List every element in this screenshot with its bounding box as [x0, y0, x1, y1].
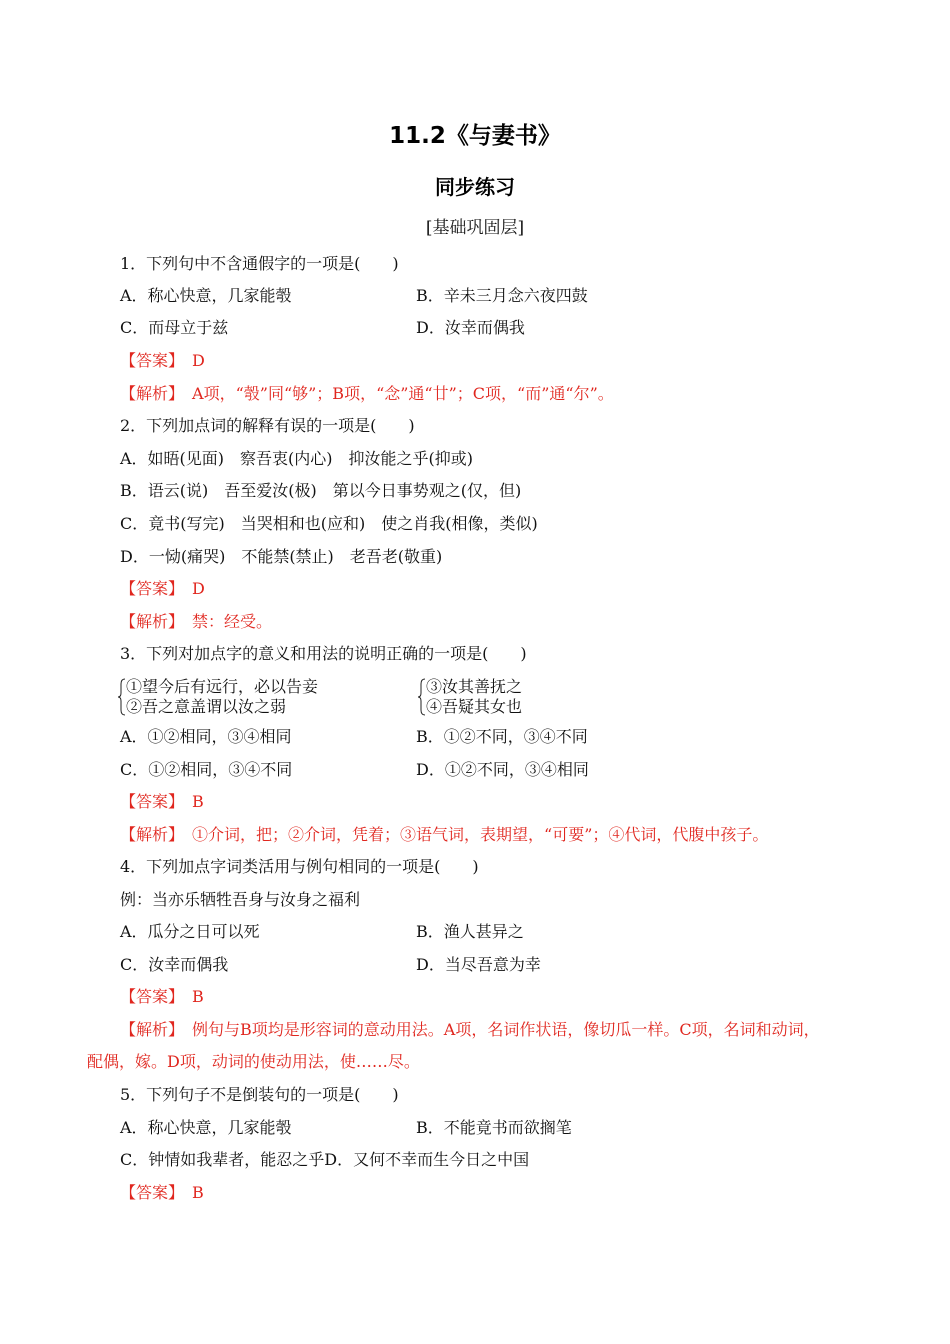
- q2-stem: 2．下列加点词的解释有误的一项是( ): [120, 416, 415, 435]
- q2-option-a: A．如晤(见面) 察吾衷(内心) 抑汝能之乎(抑或): [120, 449, 474, 468]
- brace-left-icon: [418, 678, 426, 716]
- answer-label: 【答案】: [120, 579, 177, 598]
- analysis-label: 【解析】: [120, 384, 177, 403]
- q2-option-b: B．语云(说) 吾至爱汝(极) 第以今日事势观之(仅，但): [120, 481, 522, 500]
- q2-answer: [120, 579, 205, 599]
- q1-option-a: A．称心快意，几家能彀: [120, 286, 292, 305]
- q3-analysis: [120, 825, 768, 845]
- answer-label: 【答案】: [120, 987, 177, 1006]
- q4-stem: 4．下列加点字词类活用与例句相同的一项是( ): [120, 857, 479, 876]
- answer-value: B: [192, 987, 204, 1006]
- q5-answer: [120, 1183, 204, 1203]
- brace-left-icon: [118, 678, 126, 716]
- q1-analysis: [120, 384, 614, 404]
- analysis-text: 例句与B项均是形容词的意动用法。A项，名词作状语，像切瓜一样。C项，名词和动词，: [192, 1020, 820, 1039]
- page-subtitle: 同步练习: [435, 175, 515, 199]
- section-heading: [基础巩固层]: [425, 218, 525, 238]
- q4-option-b: B．渔人甚异之: [416, 922, 524, 941]
- answer-value: D: [192, 579, 205, 598]
- q1-option-d: D．汝幸而偶我: [416, 318, 525, 337]
- analysis-text: 禁：经受。: [192, 612, 273, 631]
- q1-stem: 1．下列句中不含通假字的一项是( ): [120, 254, 399, 273]
- analysis-text: ①介词，把；②介词，凭着；③语气词，表期望，“可要”；④代词，代腹中孩子。: [192, 825, 769, 844]
- q5-option-b: B．不能竟书而欲搁笔: [416, 1118, 572, 1137]
- analysis-label: 【解析】: [120, 825, 177, 844]
- q5-option-a: A．称心快意，几家能彀: [120, 1118, 292, 1137]
- q3-group1-item1: ①望今后有远行，必以告妾: [126, 677, 319, 696]
- q3-group1-item2: ②吾之意盖谓以汝之弱: [126, 697, 287, 716]
- q3-group2-item1: ③汝其善抚之: [426, 677, 523, 696]
- q3-answer: [120, 792, 204, 812]
- page-title: 11.2《与妻书》: [389, 123, 561, 149]
- q3-option-a: A．①②相同，③④相同: [120, 727, 292, 746]
- q4-example: 例：当亦乐牺牲吾身与汝身之福利: [120, 890, 361, 909]
- answer-value: B: [192, 792, 204, 811]
- answer-label: 【答案】: [120, 792, 177, 811]
- q4-option-a: A．瓜分之日可以死: [120, 922, 260, 941]
- q4-answer: [120, 987, 204, 1007]
- q2-option-d: D．一恸(痛哭) 不能禁(禁止) 老吾老(敬重): [120, 547, 443, 566]
- q2-option-c: C．竟书(写完) 当哭相和也(应和) 使之肖我(相像，类似): [120, 514, 538, 533]
- q4-analysis: [120, 1020, 820, 1040]
- q4-option-c: C．汝幸而偶我: [120, 955, 229, 974]
- q4-option-d: D．当尽吾意为幸: [416, 955, 541, 974]
- q3-option-b: B．①②不同，③④不同: [416, 727, 588, 746]
- answer-label: 【答案】: [120, 1183, 177, 1202]
- q5-stem: 5．下列句子不是倒装句的一项是( ): [120, 1085, 399, 1104]
- q5-option-cd: C．钟情如我辈者，能忍之乎D．又何不幸而生今日之中国: [120, 1150, 530, 1169]
- analysis-label: 【解析】: [120, 612, 177, 631]
- answer-label: 【答案】: [120, 351, 177, 370]
- q1-option-c: C．而母立于兹: [120, 318, 229, 337]
- q3-group2-item2: ④吾疑其女也: [426, 697, 523, 716]
- q1-answer: [120, 351, 205, 371]
- analysis-label: 【解析】: [120, 1020, 177, 1039]
- answer-value: D: [192, 351, 205, 370]
- q3-option-d: D．①②不同，③④相同: [416, 760, 589, 779]
- q1-option-b: B．辛未三月念六夜四鼓: [416, 286, 588, 305]
- q4-analysis-continued: 配偶，嫁。D项，动词的使动用法，使……尽。: [87, 1052, 420, 1071]
- q3-option-c: C．①②相同，③④不同: [120, 760, 293, 779]
- analysis-text: A项，“彀”同“够”；B项，“念”通“廿”；C项，“而”通“尔”。: [192, 384, 614, 403]
- q2-analysis: [120, 612, 272, 632]
- answer-value: B: [192, 1183, 204, 1202]
- q3-stem: 3．下列对加点字的意义和用法的说明正确的一项是( ): [120, 644, 527, 663]
